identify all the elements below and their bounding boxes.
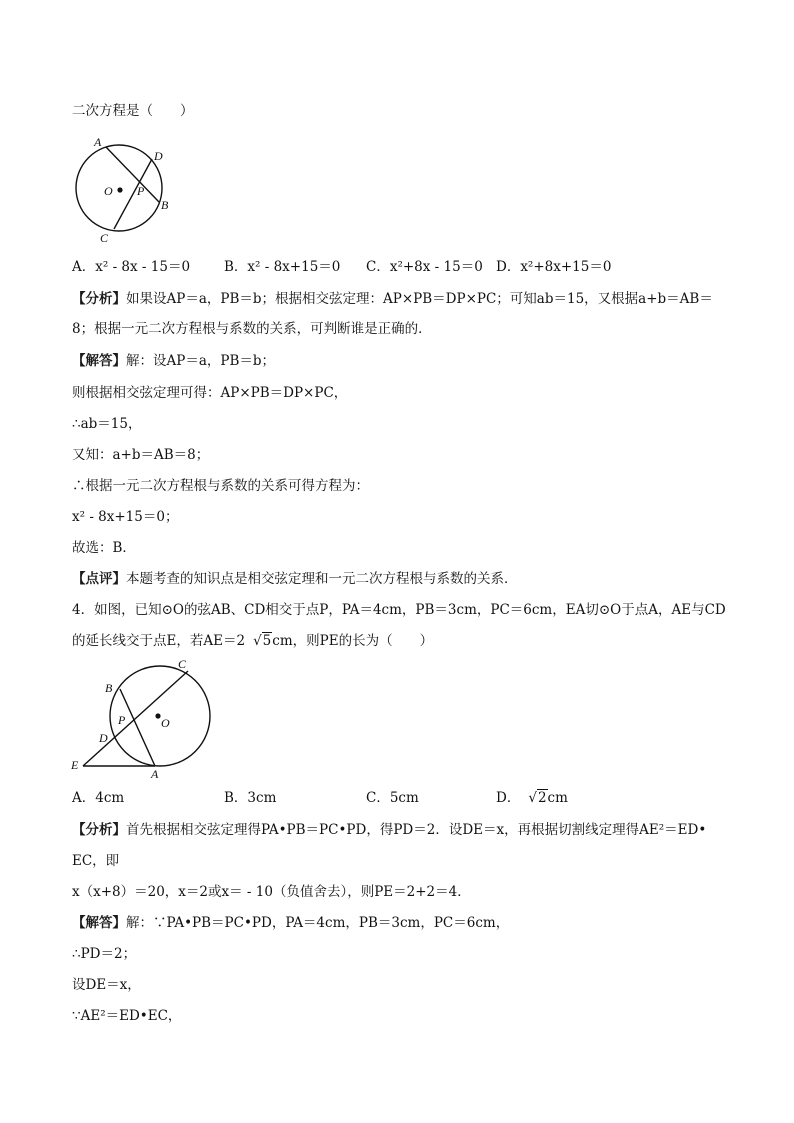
q4-option-b[interactable]: B．3cm xyxy=(224,790,277,806)
q4-analysis-line-1: 【分析】首先根据相交弦定理得PA•PB＝PC•PD，得PD＝2．设DE＝x，再根据切割线定理得AE²＝ED• xyxy=(72,822,707,838)
q4-option-a[interactable]: A．4cm xyxy=(72,790,125,806)
label-E: E xyxy=(71,758,79,772)
q3-answer-line-1: 【解答】解：设AP＝a，PB＝b； xyxy=(72,353,276,369)
q4-answer-line-2: ∴PD＝2； xyxy=(72,946,137,962)
label-O: O xyxy=(161,716,170,730)
label-A: A xyxy=(151,767,159,781)
label-A: A xyxy=(94,135,102,149)
q3-option-a[interactable]: A．x² - 8x - 15＝0 xyxy=(72,259,191,275)
q3-stem: 二次方程是（ ） xyxy=(72,103,194,119)
q4-option-d[interactable]: D． √2cm xyxy=(496,790,568,806)
q3-answer-line-4: 又知：a+b＝AB＝8； xyxy=(72,447,210,463)
label-D: D xyxy=(99,731,108,745)
label-B: B xyxy=(105,681,113,695)
label-O: O xyxy=(104,184,113,198)
label-C: C xyxy=(100,231,109,244)
q4-analysis-line-3: x（x+8）＝20，x＝2或x＝ - 10（负值舍去），则PE＝2+2＝4． xyxy=(72,884,471,900)
q3-answer-line-7: 故选：B． xyxy=(72,540,136,556)
sqrt-icon: √2 xyxy=(528,790,547,806)
q3-option-c[interactable]: C．x²+8x - 15＝0 xyxy=(366,259,483,275)
q3-analysis-line-1: 【分析】如果设AP＝a，PB＝b；根据相交弦定理：AP×PB＝DP×PC；可知ab＝15，又根据a+b＝AB＝ xyxy=(72,291,713,307)
label-C: C xyxy=(178,657,187,671)
q3-option-d[interactable]: D．x²+8x+15＝0 xyxy=(496,259,612,275)
label-B: B xyxy=(161,198,169,212)
q4-tangent-figure xyxy=(68,655,218,781)
q4-option-c[interactable]: C．5cm xyxy=(366,790,419,806)
q3-answer-line-3: ∴ab＝15， xyxy=(72,416,142,432)
q4-analysis-line-2: EC，即 xyxy=(72,853,120,869)
q4-answer-line-4: ∵AE²＝ED•EC， xyxy=(72,1008,182,1024)
q3-answer-line-2: 则根据相交弦定理可得：AP×PB＝DP×PC， xyxy=(72,385,348,401)
q4-stem-line-1: 4．如图，已知⊙O的弦AB、CD相交于点P，PA＝4cm，PB＝3cm，PC＝6cm，EA切⊙O于点A，AE与CD xyxy=(72,602,726,618)
label-P: P xyxy=(137,184,145,198)
q3-comment-line: 【点评】本题考查的知识点是相交弦定理和一元二次方程根与系数的关系． xyxy=(72,571,518,587)
q3-analysis-line-2: 8；根据一元二次方程根与系数的关系，可判断谁是正确的． xyxy=(72,321,432,337)
q3-circle-figure xyxy=(68,132,188,244)
sqrt-icon: √5 xyxy=(253,633,272,649)
q4-answer-line-3: 设DE＝x， xyxy=(72,977,141,993)
q3-answer-line-5: ∴根据一元二次方程根与系数的关系可得方程为： xyxy=(72,478,369,494)
label-D: D xyxy=(154,149,163,163)
q3-option-b[interactable]: B．x² - 8x+15＝0 xyxy=(224,259,341,275)
q4-stem-line-2: 的延长线交于点E，若AE＝2 √5cm，则PE的长为（ ） xyxy=(72,633,434,649)
q3-answer-line-6: x² - 8x+15＝0； xyxy=(72,509,179,525)
label-P: P xyxy=(118,713,126,727)
q4-answer-line-1: 【解答】解：∵PA•PB＝PC•PD，PA＝4cm，PB＝3cm，PC＝6cm， xyxy=(72,915,510,931)
